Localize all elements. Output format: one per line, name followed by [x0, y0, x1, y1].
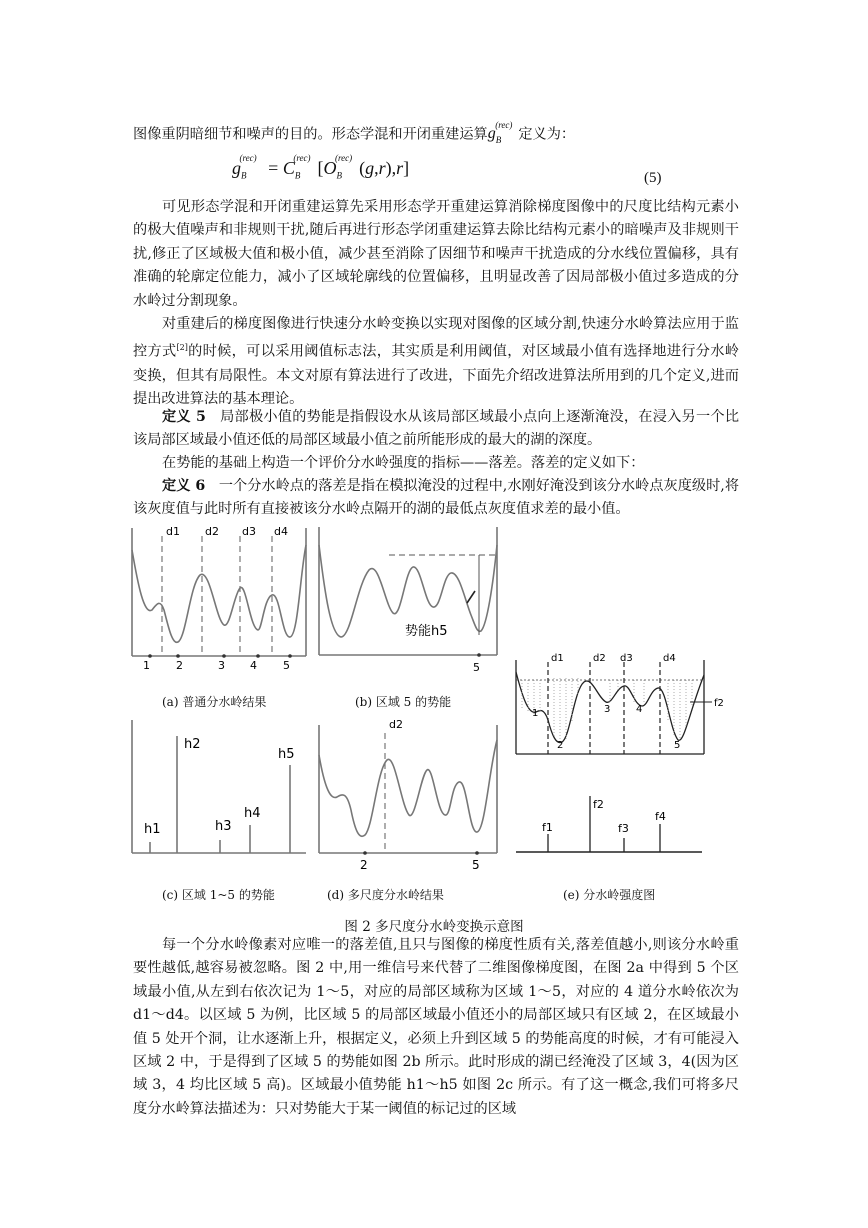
intro-paragraph	[133, 118, 739, 152]
inline-formula: $g_B^{(rec)}$	[487, 120, 513, 145]
figure-a	[130, 520, 310, 670]
figure-d	[317, 715, 502, 875]
equation-5: $g_B^{(rec)} = C_B^{(rec)}$ [$O_B^{(rec)}$ (g,r),r]	[232, 153, 410, 181]
paragraph-2-b: 的时候，可以采用阈值标志法，其实质是利用阈值，对区域最小值有选择地进行分水岭变换，但其有局限性。本文对原有算法进行了改进，下面先介绍改进算法所用到的几个定义,进而提出改进算法的基本理论。	[133, 344, 739, 407]
caption-b: (b) 区域 5 的势能	[355, 695, 452, 709]
point-2: 2	[557, 740, 564, 751]
caption-e: (e) 分水岭强度图	[563, 888, 656, 902]
definition-5	[133, 406, 739, 453]
definition-6-label: 定义 6	[162, 478, 206, 494]
point-1: 1	[532, 708, 539, 719]
label-d2: d2	[389, 718, 403, 731]
point-3: 3	[218, 659, 225, 672]
intro-tail: 定义为：	[518, 126, 576, 143]
caption-a: (a) 普通分水岭结果	[162, 695, 267, 709]
label-d1: d1	[166, 525, 180, 538]
label-d1: d1	[551, 653, 564, 664]
label-d4: d4	[663, 653, 676, 664]
figure-b	[317, 525, 502, 675]
label-h3: h3	[215, 819, 232, 834]
label-f3: f3	[618, 822, 629, 835]
point-4: 4	[250, 659, 257, 672]
figure-title: 图 2 多尺度分水岭变换示意图	[344, 919, 524, 935]
label-h2: h2	[184, 737, 201, 752]
label-d2: d2	[205, 525, 219, 538]
definition-6-text: 一个分水岭点的落差是指在模拟淹没的过程中,水刚好淹没到该分水岭点灰度级时,将该灰度值与此时所有直接被该分水岭点隔开的湖的最低点灰度值求差的最小值。	[133, 478, 740, 518]
intro-text: 图像重阴暗细节和噪声的目的。形态学混和开闭重建运算	[133, 126, 488, 143]
point-5: 5	[472, 858, 480, 872]
point-2: 2	[360, 858, 368, 872]
point-5: 5	[283, 659, 290, 672]
label-h4: h4	[244, 806, 261, 821]
citation-ref: [2]	[176, 343, 188, 353]
paragraph-3: 在势能的基础上构造一个评价分水岭强度的指标——落差。落差的定义如下：	[162, 455, 645, 471]
definition-5-text: 局部极小值的势能是指假设水从该局部区域最小点向上逐渐淹没，在浸入另一个比该局部区域最小值还低的局部区域最小值之前所能形成的最大的湖的深度。	[133, 409, 740, 449]
caption-d: (d) 多尺度分水岭结果	[327, 888, 444, 902]
label-potential-h5: 势能h5	[405, 624, 448, 639]
point-3: 3	[604, 704, 611, 715]
point-4: 4	[636, 704, 643, 715]
paragraph-2-a: 对重建后的梯度图像进行快速分水岭变换以实现对图像的区域分割,快速分水岭算法应用于监控方式	[133, 316, 739, 361]
paragraph-1: 可见形态学混和开闭重建运算先采用形态学开重建运算消除梯度图像中的尺度比结构元素小的极大值噪声和非规则干扰,随后再进行形态学闭重建运算去除比结构元素小的暗噪声及非规则干扰,修正了区域极大值和极小值，减少甚至消除了因细节和噪声干扰造成的分水线位置偏移，具有准确的轮廓定位能力，减小了区域轮廓线的位置偏移，且明显改善了因局部极小值过多造成的分水岭过分割现象。	[133, 199, 739, 309]
figure-c	[130, 720, 310, 860]
definition-6	[133, 475, 739, 522]
label-d3: d3	[242, 525, 256, 538]
definition-5-label: 定义 5	[162, 409, 206, 425]
paragraph-2	[133, 313, 739, 411]
equation-number: (5)	[644, 170, 662, 186]
label-h1: h1	[144, 822, 161, 837]
figure-e-bottom	[514, 770, 714, 855]
label-f2: f2	[593, 798, 604, 811]
label-f2: f2	[714, 698, 724, 709]
point-5: 5	[674, 740, 681, 751]
point-2: 2	[176, 659, 183, 672]
label-d2: d2	[593, 653, 606, 664]
point-5: 5	[473, 661, 480, 674]
point-1: 1	[143, 659, 150, 672]
label-f4: f4	[655, 810, 666, 823]
label-f1: f1	[542, 821, 553, 834]
label-d3: d3	[620, 653, 633, 664]
paragraph-4: 每一个分水岭像素对应唯一的落差值,且只与图像的梯度性质有关,落差值越小,则该分水岭重要性越低,越容易被忽略。图 2 中,用一维信号来代替了二维图像梯度图，在图 2a 中得到 5 个区域最小值,从左到右依次记为 1～5，对应的局部区域称为区域 1～5，对应的 4 道分水岭依次为 d1～d4。以区域 5 为例，比区域 5 的局部区域最小值还小的局部区域只有区域 2，在区域最小值 5 处开个洞，让水逐渐上升，根据定义，必须上升到区域 5 的势能高度的时候，才有可能浸入区域 2 中，于是得到了区域 5 的势能如图 2b 所示。此时形成的湖已经淹没了区域 3，4(因为区域 3，4 均比区域 5 高)。区域最小值势能 h1～h5 如图 2c 所示。有了这一概念,我们可将多尺度分水岭算法描述为：只对势能大于某一阈值的标记过的区域	[133, 937, 739, 1117]
caption-c: (c) 区域 1~5 的势能	[162, 888, 275, 902]
label-h5: h5	[278, 747, 295, 762]
figure-e-top	[514, 650, 729, 760]
label-d4: d4	[274, 525, 288, 538]
